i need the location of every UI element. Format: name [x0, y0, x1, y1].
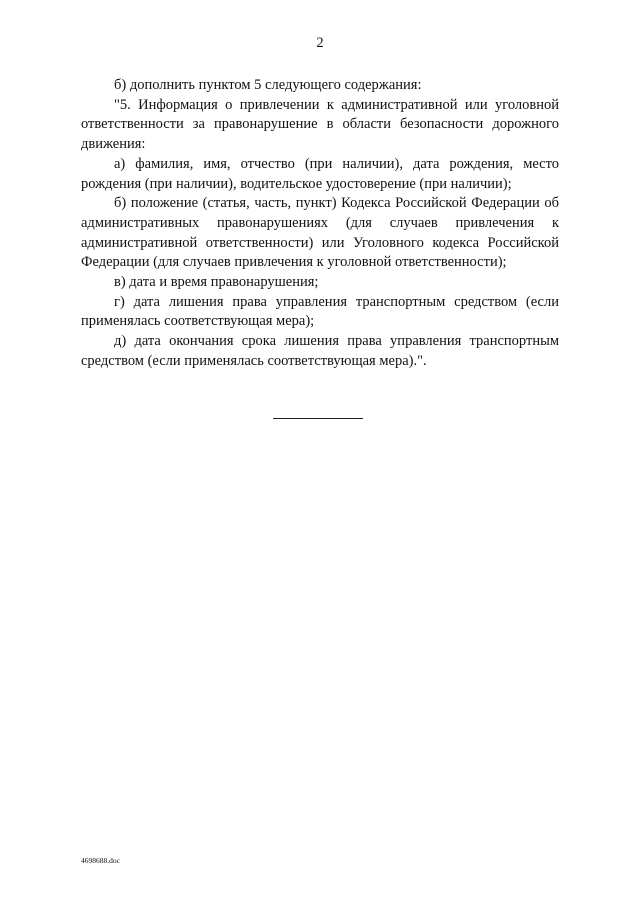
paragraph-item-d: д) дата окончания срока лишения права управления транспортным средством (если применялась соответствующая мера).". — [81, 333, 559, 369]
paragraph-item-g: г) дата лишения права управления транспортным средством (если применялась соответствующая мера); — [81, 293, 559, 330]
paragraph-item-5-heading: "5. Информация о привлечении к административной или уголовной ответственности за правонарушение в области безопасности дорожного движения: — [81, 96, 559, 153]
paragraph-item-v: в) дата и время правонарушения; — [114, 274, 319, 291]
paragraph-item-b: б) положение (статья, часть, пункт) Кодекса Российской Федерации об административных правонарушениях (для случаев привлечения к административной ответственности) или Уголовного кодекса Российской Федерации (для случаев привлечения к уголовной ответственности); — [81, 195, 559, 271]
document-body — [81, 76, 559, 372]
end-separator-line — [273, 418, 363, 419]
paragraph-item-a: а) фамилия, имя, отчество (при наличии), дата рождения, место рождения (при наличии), водительское удостоверение (при наличии); — [81, 155, 559, 192]
footer-file-name: 4698688.doc — [81, 856, 120, 865]
paragraph-amend-intro: б) дополнить пунктом 5 следующего содержания: — [114, 77, 422, 93]
page-number: 2 — [316, 35, 324, 51]
